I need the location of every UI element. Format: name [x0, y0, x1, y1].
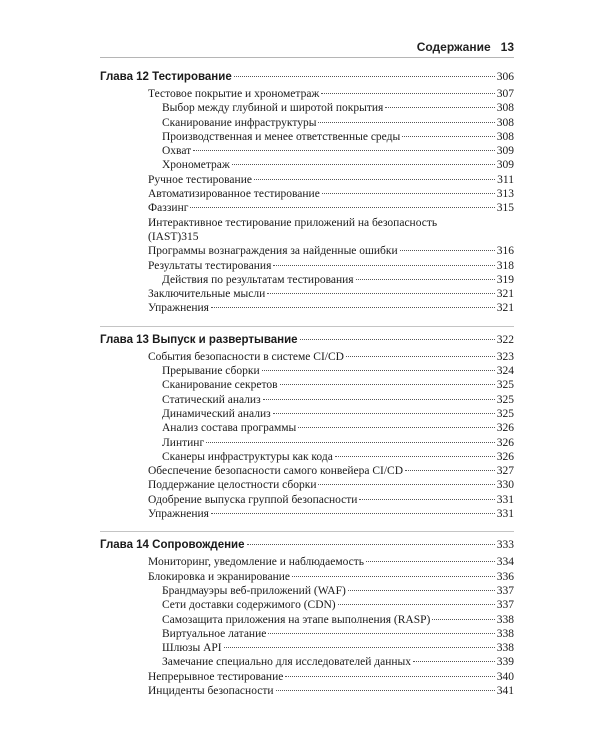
- dot-leader: [359, 499, 494, 500]
- entry-page: 323: [496, 350, 514, 363]
- dot-leader: [298, 427, 494, 428]
- chapter-heading[interactable]: [100, 333, 514, 348]
- entry-page: 326: [496, 436, 514, 449]
- toc-subentry[interactable]: [100, 130, 514, 144]
- toc-entry[interactable]: [100, 684, 514, 698]
- entry-page: 321: [496, 288, 514, 301]
- entry-title: Замечание специально для исследователей данных: [162, 656, 412, 669]
- entry-page: 316: [496, 245, 514, 258]
- toc-subentry[interactable]: [100, 598, 514, 612]
- toc-entry[interactable]: [100, 301, 514, 315]
- entry-title: Охват: [162, 145, 192, 158]
- entry-title: Статический анализ: [162, 393, 261, 406]
- entry-page: 327: [496, 465, 514, 478]
- chapter-page: 322: [496, 333, 514, 346]
- entry-page: 336: [496, 570, 514, 583]
- dot-leader: [276, 690, 495, 691]
- toc-entry[interactable]: [100, 570, 514, 584]
- entry-title: Хронометраж: [162, 159, 230, 172]
- entry-page: 326: [496, 450, 514, 463]
- chapter-section: [100, 531, 514, 698]
- dot-leader: [232, 164, 495, 165]
- dot-leader: [322, 193, 495, 194]
- dot-leader: [190, 207, 494, 208]
- dot-leader: [263, 399, 495, 400]
- dot-leader: [348, 590, 495, 591]
- entry-page: 311: [497, 173, 514, 186]
- entry-title: Ручное тестирование: [148, 173, 252, 186]
- entry-page: 331: [496, 493, 514, 506]
- toc-subentry[interactable]: [100, 613, 514, 627]
- entry-title: Фаззинг: [148, 202, 189, 215]
- table-of-contents: [100, 70, 514, 708]
- dot-leader: [211, 307, 495, 308]
- dot-leader: [400, 250, 495, 251]
- header-title: Содержание: [416, 40, 491, 54]
- dot-leader: [224, 647, 495, 648]
- entry-title: Обеспечение безопасности самого конвейера CI/CD: [148, 465, 403, 478]
- toc-entry[interactable]: [100, 493, 514, 507]
- entry-page: 325: [496, 407, 514, 420]
- chapter-page: 306: [496, 71, 514, 83]
- toc-entry[interactable]: [100, 201, 514, 215]
- entry-page: 337: [496, 584, 514, 597]
- page-header: [100, 34, 514, 58]
- dot-leader: [318, 484, 494, 485]
- toc-subentry[interactable]: [100, 116, 514, 130]
- entry-title: Сети доставки содержимого (CDN): [162, 599, 336, 612]
- entry-page: 319: [496, 273, 514, 286]
- dot-leader: [385, 107, 494, 108]
- toc-entry[interactable]: [100, 87, 514, 101]
- entry-page: 331: [496, 508, 514, 521]
- entry-title: Инциденты безопасности: [148, 684, 274, 697]
- toc-subentry[interactable]: [100, 641, 514, 655]
- toc-entry[interactable]: [100, 244, 514, 258]
- toc-subentry[interactable]: [100, 655, 514, 669]
- entry-page: 324: [496, 365, 514, 378]
- entry-title: Интерактивное тестирование приложений на безопасность: [148, 216, 438, 229]
- toc-entry[interactable]: [100, 507, 514, 521]
- entry-title: Непрерывное тестирование: [148, 670, 284, 683]
- entry-page: 339: [496, 656, 514, 669]
- dot-leader: [211, 513, 495, 514]
- entry-page: 308: [496, 130, 514, 143]
- toc-entry[interactable]: [100, 173, 514, 187]
- toc-entry[interactable]: [100, 478, 514, 492]
- toc-entry[interactable]: [100, 259, 514, 273]
- dot-leader: [318, 122, 494, 123]
- chapter-section: [100, 326, 514, 522]
- entry-title: Самозащита приложения на этапе выполнения (RASP): [162, 613, 431, 626]
- toc-subentry[interactable]: [100, 393, 514, 407]
- header-page-number: 13: [500, 40, 514, 54]
- entry-page: 334: [496, 556, 514, 569]
- toc-subentry[interactable]: [100, 584, 514, 598]
- entry-page: 341: [496, 684, 514, 697]
- dot-leader: [273, 265, 494, 266]
- dot-leader: [206, 442, 495, 443]
- toc-subentry[interactable]: [100, 421, 514, 435]
- chapter-heading[interactable]: [100, 538, 514, 553]
- toc-subentry[interactable]: [100, 450, 514, 464]
- entry-page: 315: [181, 230, 199, 243]
- entry-title: Сканирование инфраструктуры: [162, 116, 317, 129]
- entry-title: Выбор между глубиной и широтой покрытия: [162, 102, 384, 115]
- chapter-section: [100, 70, 514, 316]
- toc-subentry[interactable]: [100, 378, 514, 392]
- entry-page: 315: [496, 202, 514, 215]
- toc-subentry[interactable]: [100, 158, 514, 172]
- toc-subentry[interactable]: [100, 144, 514, 158]
- dot-leader: [300, 339, 495, 340]
- toc-subentry[interactable]: [100, 407, 514, 421]
- chapter-title: Глава 14 Сопровождение: [100, 539, 245, 552]
- dot-leader: [285, 676, 494, 677]
- toc-subentry[interactable]: [100, 273, 514, 287]
- toc-entry[interactable]: [100, 555, 514, 569]
- dot-leader: [292, 576, 495, 577]
- entry-title: Сканирование секретов: [162, 379, 278, 392]
- dot-leader: [338, 604, 495, 605]
- entry-title: Прерывание сборки: [162, 365, 260, 378]
- entry-title: Блокировка и экранирование: [148, 570, 291, 583]
- dot-leader: [267, 293, 494, 294]
- toc-entry[interactable]: [100, 287, 514, 301]
- entry-page: 330: [496, 479, 514, 492]
- entry-title: Виртуальное латание: [162, 627, 267, 640]
- entry-page: 325: [496, 393, 514, 406]
- entry-page: 325: [496, 379, 514, 392]
- dot-leader: [268, 633, 494, 634]
- dot-leader: [280, 384, 495, 385]
- entry-page: 308: [496, 116, 514, 129]
- entry-page: 307: [496, 88, 514, 100]
- entry-title: Производственная и менее ответственные среды: [162, 130, 401, 143]
- toc-entry[interactable]: [100, 464, 514, 478]
- entry-title: Анализ состава программы: [162, 422, 297, 435]
- dot-leader: [254, 179, 495, 180]
- entry-title: Линтинг: [162, 436, 205, 449]
- dot-leader: [366, 561, 495, 562]
- dot-leader: [262, 370, 495, 371]
- entry-page: 338: [496, 642, 514, 655]
- dot-leader: [193, 150, 495, 151]
- toc-entry[interactable]: [100, 216, 514, 245]
- toc-subentry[interactable]: [100, 627, 514, 641]
- toc-subentry[interactable]: [100, 101, 514, 115]
- toc-entry[interactable]: [100, 187, 514, 201]
- entry-page: 309: [496, 145, 514, 158]
- dot-leader: [356, 279, 495, 280]
- entry-title: Заключительные мысли: [148, 288, 266, 301]
- entry-page: 309: [496, 159, 514, 172]
- toc-subentry[interactable]: [100, 436, 514, 450]
- entry-title: Шлюзы API: [162, 642, 222, 655]
- entry-page: 313: [496, 188, 514, 201]
- entry-page: 338: [496, 627, 514, 640]
- entry-title: Упражнения: [148, 508, 209, 521]
- dot-leader: [247, 544, 495, 545]
- toc-entry[interactable]: [100, 350, 514, 364]
- chapter-title: Глава 12 Тестирование: [100, 71, 232, 83]
- entry-page: 321: [496, 302, 514, 315]
- entry-page: 337: [496, 599, 514, 612]
- entry-title: Мониторинг, уведомление и наблюдаемость: [148, 556, 365, 569]
- dot-leader: [346, 356, 495, 357]
- entry-page: 308: [496, 102, 514, 115]
- chapter-title: Глава 13 Выпуск и развертывание: [100, 333, 298, 346]
- toc-entry[interactable]: [100, 670, 514, 684]
- entry-title: Тестовое покрытие и хронометраж: [148, 88, 320, 100]
- dot-leader: [432, 619, 494, 620]
- entry-page: 318: [496, 259, 514, 272]
- entry-title: Одобрение выпуска группой безопасности: [148, 493, 358, 506]
- entry-title: Динамический анализ: [162, 407, 271, 420]
- chapter-heading[interactable]: [100, 70, 514, 85]
- entry-title: Результаты тестирования: [148, 259, 272, 272]
- dot-leader: [402, 136, 495, 137]
- entry-page: 338: [496, 613, 514, 626]
- entry-title: Упражнения: [148, 302, 209, 315]
- entry-title: Действия по результатам тестирования: [162, 273, 354, 286]
- entry-title: Сканеры инфраструктуры как кода: [162, 450, 333, 463]
- dot-leader: [413, 661, 495, 662]
- entry-title: События безопасности в системе CI/CD: [148, 350, 344, 363]
- toc-subentry[interactable]: [100, 364, 514, 378]
- entry-page: 340: [496, 670, 514, 683]
- dot-leader: [335, 456, 495, 457]
- dot-leader: [234, 76, 495, 77]
- entry-title: Программы вознаграждения за найденные ошибки: [148, 245, 398, 258]
- entry-title: Поддержание целостности сборки: [148, 479, 317, 492]
- chapter-page: 333: [496, 539, 514, 552]
- dot-leader: [273, 413, 495, 414]
- entry-title: Автоматизированное тестирование: [148, 188, 320, 201]
- dot-leader: [321, 93, 494, 94]
- entry-page: 326: [496, 422, 514, 435]
- dot-leader: [405, 470, 495, 471]
- entry-title: Брандмауэры веб-приложений (WAF): [162, 584, 346, 597]
- entry-title-continued: (IAST): [148, 230, 182, 243]
